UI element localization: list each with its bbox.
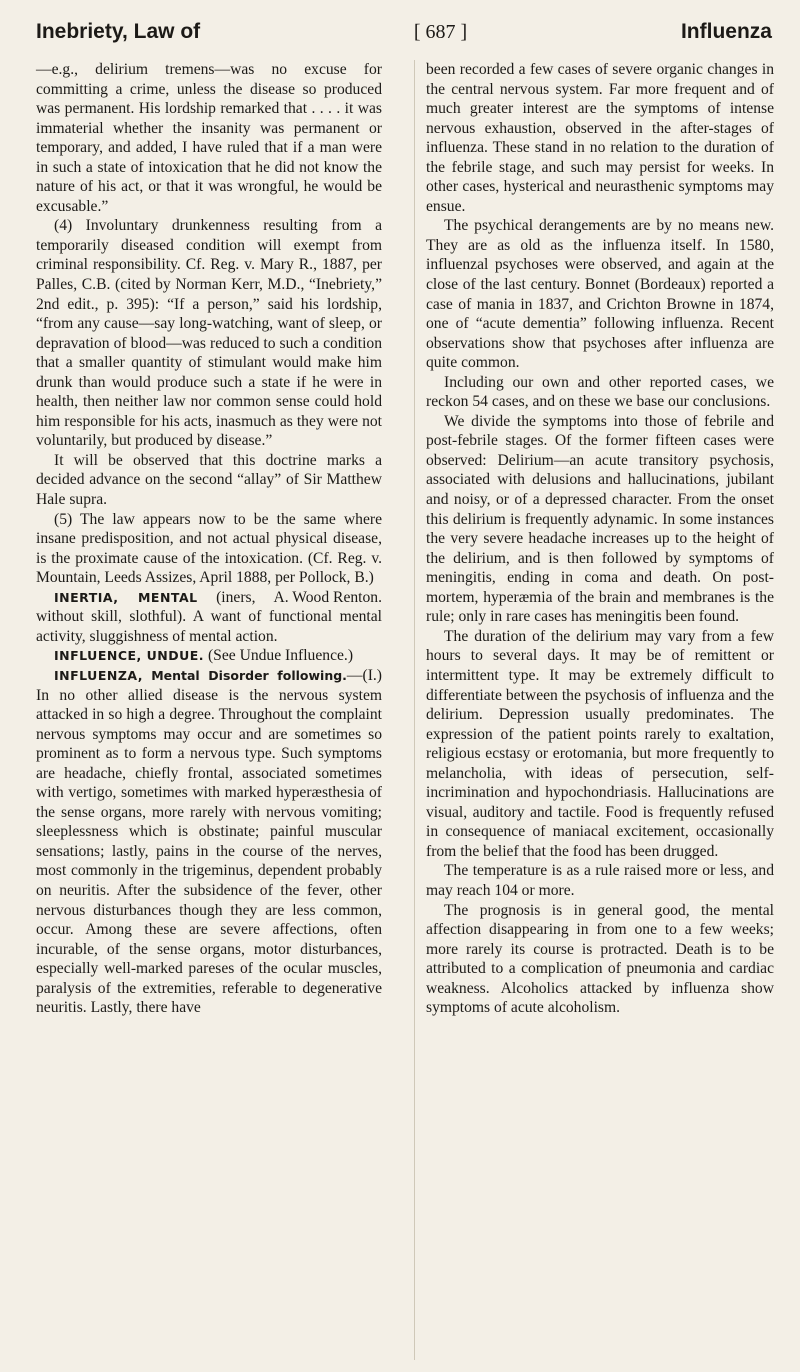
paragraph: —e.g., delirium tremens—was no excuse for committing a crime, unless the disease so produced was permanent. His lordship remarked that . . . . it was immaterial whether the insanity was permanent or temporary, and added, I have ruled that if a man were in such a state of intoxication that he did not know the nature of his act, or that it was wrongful, he would be excusable.”: [36, 61, 382, 215]
author-signature: A. Wood Renton.: [273, 588, 382, 606]
paragraph: The prognosis is in general good, the mental affection disappearing in from one to a few weeks; more rarely its course is protracted. Death is to be attributed to a complication of pneumonia and cardiac weakness. Alcoholics attacked by influenza show symptoms of acute alcoholism.: [426, 901, 774, 1017]
paragraph: The temperature is as a rule raised more or less, and may reach 104 or more.: [426, 862, 774, 899]
entry-body: (See Undue Influence.): [207, 647, 354, 665]
page-number: [ 687 ]: [413, 20, 468, 43]
headword-title: Mental Disorder following.: [151, 667, 347, 683]
paragraph: We divide the symptoms into those of febrile and post-febrile stages. Of the former fifteen cases were observed: Delirium—an acute transitory psychosis, associated with delusions and hallucinations, jubilant and noisy, or of a depressed character. From the onset this delirium is frequently adynamic. In some instances the very severe headache increases up to the height of the delirium, and is then followed by symptoms of meningitis, ending in coma and death. On post-mortem, hyperæmia of the brain and membranes is the rule; only in rare cases has meningitis been found.: [426, 412, 774, 626]
paragraph: The duration of the delirium may vary from a few hours to several days. It may be of remittent or intermittent type. It may be extremely difficult to differentiate between the psychosis of influenza and the delirium. Depression usually predominates. The expression of the patient points rarely to exaltation, religious ecstasy or erotomania, but more frequently to melancholia, with ideas of persecution, self-incrimination and hypochondriasis. Hallucinations are visual, auditory and tactile. Food is frequently refused in consequence of maniacal excitement, occasionally from the belief that the food has been drugged.: [426, 627, 774, 860]
paragraph: The psychical derangements are by no means new. They are as old as the influenza itself. In 1580, influenzal psychoses were observed, and again at the close of the last century. Bonnet (Bordeaux) reported a case of mania in 1837, and Crichton Browne in 1874, one of “acute dementia” following influenza. Recent observations show that psychoses after influenza are quite common.: [426, 217, 774, 372]
headword: INERTIA, MENTAL: [54, 589, 198, 605]
right-column: [426, 60, 774, 1018]
entry-body: —(I.) In no other allied disease is the nervous system attacked in so high a degree. Throughout the complaint nervous symptoms may occur and are sometimes so prominent as to form a nervous type. Such symptoms are headache, chiefly frontal, associated sometimes with vertigo, sometimes with marked hyperæsthesia of the sense organs, more rarely with nervous vomiting; sleeplessness which is obstinate; painful muscular sensations; lastly, pains in the course of the nerves, most commonly in the trigeminus, dependent probably on neuritis. After the subsidence of the fever, other nervous disturbances though they are less common, occur. Among these are severe affections, often incurable, of the sense organs, motor disturbances, especially well-marked pareses of the ocular muscles, paralysis of the extremities, referable to degenerative neuritis. Lastly, there have: [36, 666, 382, 1017]
entry-body: (iners, without skill, slothful). A want of functional mental activity, sluggishness of mental action.: [36, 588, 382, 645]
headword: INFLUENZA,: [54, 667, 144, 683]
paragraph: been recorded a few cases of severe organic changes in the central nervous system. Far more frequent and of much greater interest are the symptoms of intense nervous exhaustion, observed in the after-stages of influenza. These stand in no relation to the duration of the febrile stage, and such may persist for weeks. In other cases, hysterical and neurasthenic symptoms may ensue.: [426, 61, 774, 215]
column-divider: [414, 60, 415, 1360]
headword: INFLUENCE, UNDUE.: [54, 648, 205, 664]
paragraph: It will be observed that this doctrine marks a decided advance on the second “allay” of Sir Matthew Hale supra.: [36, 451, 382, 509]
header-right-title: Influenza: [680, 20, 772, 43]
left-column: [36, 60, 382, 1018]
entry-influence: [36, 646, 382, 666]
paragraph: Including our own and other reported cases, we reckon 54 cases, and on these we base our conclusions.: [426, 373, 774, 411]
paragraph-text: (5) The law appears now to be the same where insane predisposition, and not actual physical disease, is the proximate cause of the intoxication. (Cf. Reg. v. Mountain, Leeds Assizes, April 1888, per Pollock, B.): [36, 510, 382, 587]
running-header: [36, 12, 772, 52]
header-left-title: Inebriety, Law of: [36, 20, 201, 43]
paragraph: (4) Involuntary drunkenness resulting from a temporarily diseased condition will exempt from criminal responsibility. Cf. Reg. v. Mary R., 1887, per Palles, C.B. (cited by Norman Kerr, M.D., “Inebriety,” 2nd edit., p. 395): “If a person,” said his lordship, “from any cause—say long-watching, want of sleep, or depravation of blood—was reduced to such a condition that a smaller quantity of stimulant would make him drunk than would produce such a state if he were in health, then neither law nor common sense could hold him responsible for his acts, inasmuch as they were not voluntarily, but produced by disease.”: [36, 217, 382, 450]
entry-influenza: [36, 666, 382, 1018]
